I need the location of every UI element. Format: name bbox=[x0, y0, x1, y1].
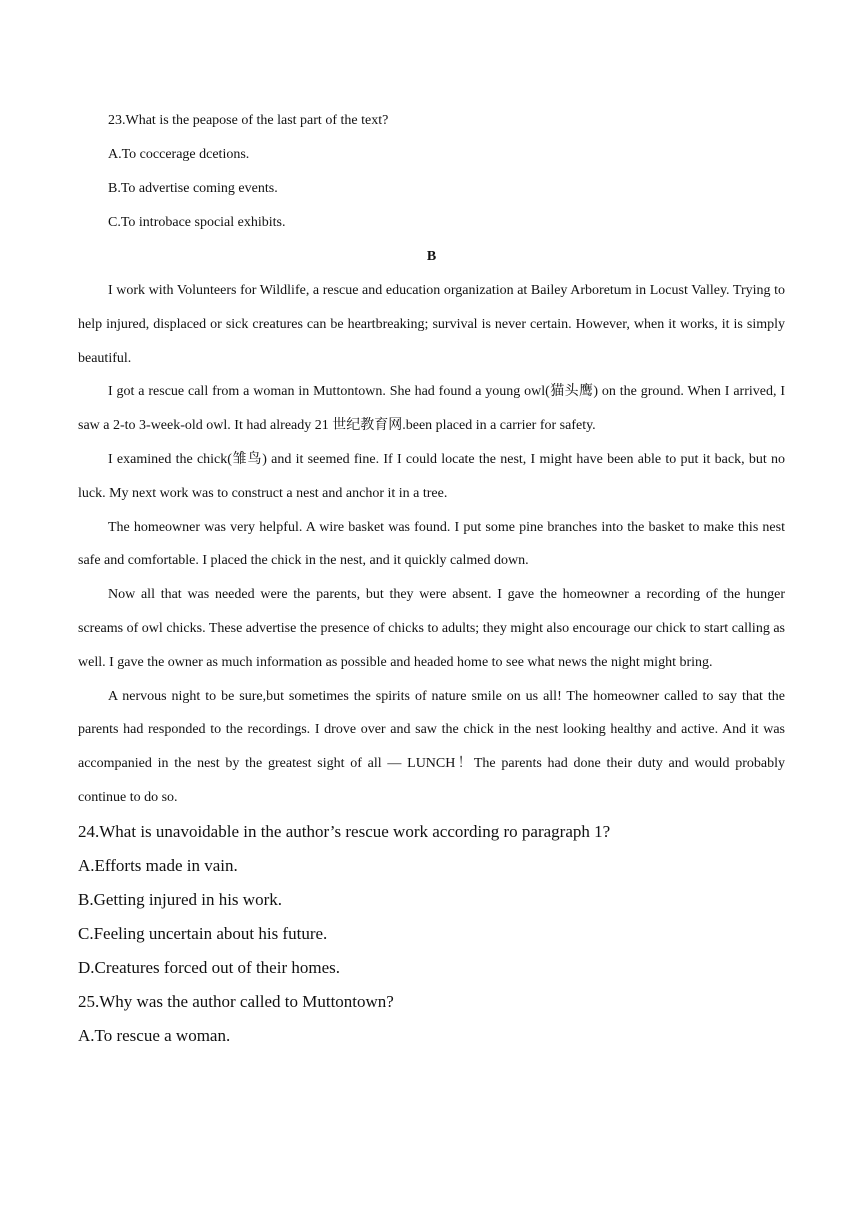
passage-paragraph-1: I work with Volunteers for Wildlife, a rescue and education organization at Bailey Arboretum in Locust Valley. Trying to help injured, displaced or sick creatures can be heartbreaking; survival is never certain. However, when it works, it is simply beautiful. bbox=[78, 283, 785, 366]
question-24-option-d: D.Creatures forced out of their homes. bbox=[78, 957, 340, 977]
question-23-stem: 23.What is the peapose of the last part of the text? bbox=[108, 113, 389, 128]
question-24-option-c: C.Feeling uncertain about his future. bbox=[78, 923, 328, 943]
question-24 bbox=[78, 815, 785, 985]
question-25-stem: 25.Why was the author called to Muttontown? bbox=[78, 991, 394, 1011]
passage-b bbox=[78, 240, 785, 815]
question-24-stem: 24.What is unavoidable in the author’s rescue work according ro paragraph 1? bbox=[78, 821, 611, 841]
document-page bbox=[78, 104, 785, 1053]
question-25-option-a: A.To rescue a woman. bbox=[78, 1025, 231, 1045]
question-24-option-a: A.Efforts made in vain. bbox=[78, 855, 238, 875]
passage-paragraph-2: I got a rescue call from a woman in Muttontown. She had found a young owl(猫头鹰) on the ground. When I arrived, I saw a 2-to 3-week-old owl. It had already 21 世纪教育网.been placed in a carrier for safety. bbox=[78, 384, 785, 434]
passage-paragraph-5: Now all that was needed were the parents, but they were absent. I gave the homeowner a recording of the hunger screams of owl chicks. These advertise the presence of chicks to adults; they might also encourage our chick to start calling as well. I gave the owner as much information as possible and headed home to see what news the night might bring. bbox=[78, 587, 785, 670]
question-24-option-b: B.Getting injured in his work. bbox=[78, 889, 282, 909]
question-23-option-b: B.To advertise coming events. bbox=[108, 181, 278, 196]
question-23-option-a: A.To coccerage dcetions. bbox=[108, 147, 250, 162]
passage-paragraph-3: I examined the chick(雏鸟) and it seemed fine. If I could locate the nest, I might have been able to put it back, but no luck. My next work was to construct a nest and anchor it in a tree. bbox=[78, 451, 785, 501]
passage-paragraph-6: A nervous night to be sure,but sometimes the spirits of nature smile on us all! The homeowner called to say that the parents had responded to the recordings. I drove over and saw the chick in the nest looking healthy and active. And it was accompanied in the nest by the greatest sight of all — LUNCH！The parents had done their duty and would probably continue to do so. bbox=[78, 688, 785, 805]
passage-paragraph-4: The homeowner was very helpful. A wire basket was found. I put some pine branches into the basket to make this nest safe and comfortable. I placed the chick in the nest, and it quickly calmed down. bbox=[78, 519, 785, 569]
section-title: B bbox=[426, 249, 437, 264]
question-23 bbox=[78, 104, 785, 240]
question-23-option-c: C.To introbace spocial exhibits. bbox=[108, 215, 286, 230]
question-25 bbox=[78, 985, 785, 1053]
